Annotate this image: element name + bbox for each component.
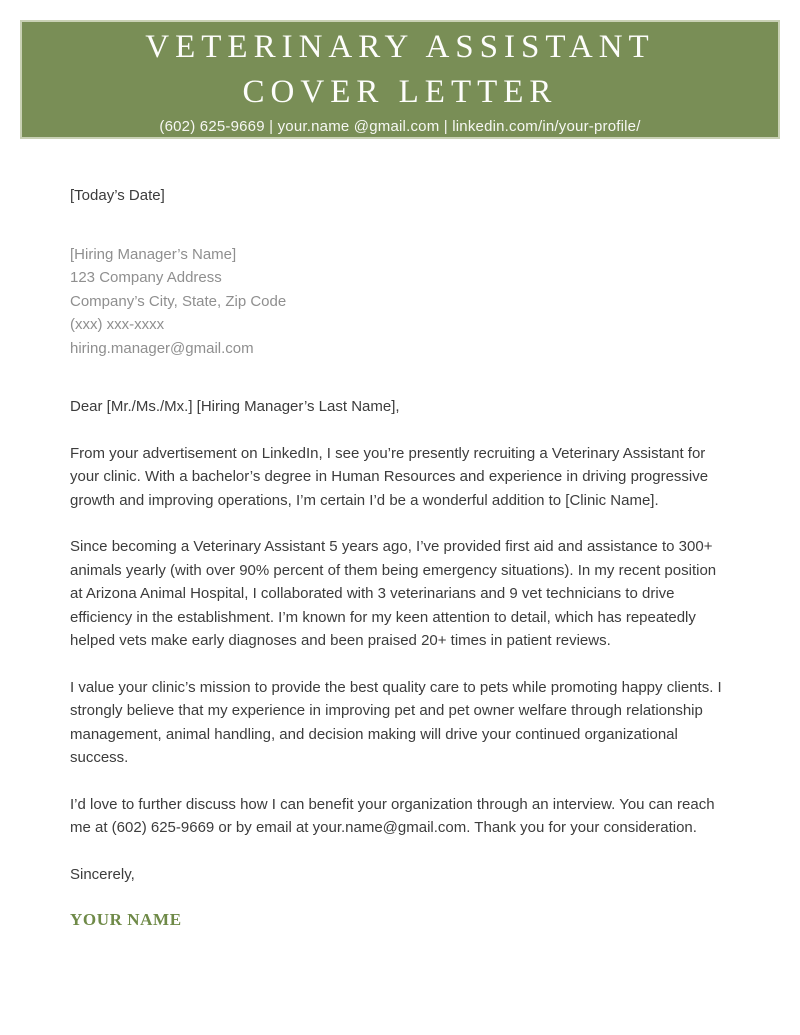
letter-body xyxy=(70,184,730,932)
salutation: Dear [Mr./Ms./Mx.] [Hiring Manager’s Last Name], xyxy=(70,398,400,415)
page-title-line-2: COVER LETTER xyxy=(242,74,558,110)
contact-line: (602) 625-9669 | your.name @gmail.com | linkedin.com/in/your-profile/ xyxy=(159,118,641,135)
body-paragraph-3: I value your clinic’s mission to provide the best quality care to pets while promoting happy clients. I strongly believe that my experience in improving pet and pet owner welfare through relationship management, animal handling, and decision making will drive your continued organizational success. xyxy=(70,678,722,766)
page-title xyxy=(22,25,778,115)
header-band xyxy=(20,20,780,139)
body-paragraph-1: From your advertisement on LinkedIn, I see you’re presently recruiting a Veterinary Assistant for your clinic. With a bachelor’s degree in Human Resources and experience in driving progressive growth and improving operations, I’m certain I’d be a wonderful addition to [Clinic Name]. xyxy=(70,444,709,509)
recipient-address: 123 Company Address xyxy=(70,269,222,286)
closing: Sincerely, xyxy=(70,865,135,883)
body-paragraph-2: Since becoming a Veterinary Assistant 5 years ago, I’ve provided first aid and assistance to 300+ animals yearly (with over 90% percent of them being emergency situations). In my recent position at Arizona Animal Hospital, I collaborated with 3 veterinarians and 9 vet technicians to drive efficiency in the establishment. I’m known for my keen attention to detail, which has repeatedly helped vets make early diagnoses and been praised 20+ times in patient reviews. xyxy=(70,538,717,649)
recipient-city-state-zip: Company’s City, State, Zip Code xyxy=(70,292,287,310)
recipient-email: hiring.manager@gmail.com xyxy=(70,339,254,357)
body-paragraph-4: I’d love to further discuss how I can benefit your organization through an interview. You can reach me at (602) 625-9669 or by email at your.name@gmail.com. Thank you for your consideration. xyxy=(70,795,715,836)
recipient-block xyxy=(70,243,730,361)
recipient-phone: (xxx) xxx-xxxx xyxy=(70,316,165,333)
recipient-name: [Hiring Manager’s Name] xyxy=(70,245,237,263)
date-line: [Today’s Date] xyxy=(70,187,165,204)
page-title-line-1: VETERINARY ASSISTANT xyxy=(145,29,655,65)
signature-name: YOUR NAME xyxy=(70,910,182,929)
